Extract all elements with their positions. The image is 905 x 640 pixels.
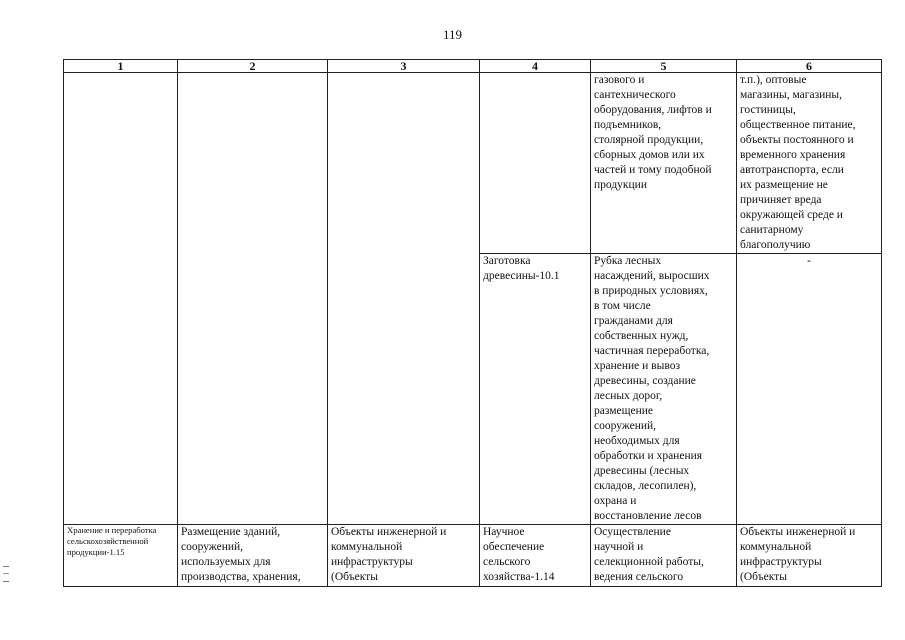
land-use-table (63, 59, 882, 587)
table-cell (737, 525, 882, 587)
table-cell (178, 73, 328, 525)
cell-text: Заготовка древесины-10.1 (483, 255, 560, 282)
cell-text: Объекты инженерной и коммунальной инфраструктуры (Объекты (331, 526, 447, 583)
table-cell (591, 525, 737, 587)
table-cell (480, 73, 591, 254)
table-cell (328, 525, 480, 587)
cell-text: газового и сантехнического оборудования, лифтов и подъемников, столярной продукции, сборных домов или их частей и тому подобной продукции (594, 74, 712, 191)
column-header-4: 4 (480, 60, 591, 73)
cell-text: т.п.), оптовые магазины, магазины, гостиницы, общественное питание, объекты постоянного и временного хранения автотранспорта, если их размещение не причиняет вреда окружающей среде и санитарному благополучию (740, 74, 856, 251)
page-number: 119 (442, 27, 463, 42)
cell-text: Хранение и переработка сельскохозяйственной продукции-1.15 (67, 525, 157, 557)
table-cell (328, 73, 480, 525)
cell-text: Размещение зданий, сооружений, используемых для производства, хранения, (181, 526, 301, 583)
table-cell (178, 525, 328, 587)
column-header-2: 2 (178, 60, 328, 73)
scan-margin-mark (3, 566, 9, 582)
table-cell (737, 73, 882, 254)
table-cell (64, 525, 178, 587)
table-row (64, 525, 882, 587)
table-row (64, 73, 882, 254)
cell-dash: - (807, 255, 811, 267)
column-header-1: 1 (64, 60, 178, 73)
table-cell (591, 254, 737, 525)
table-cell (480, 525, 591, 587)
cell-text: Рубка лесных насаждений, выросших в природных условиях, в том числе гражданами для собственных нужд, частичная переработка, хранение и вывоз древесины, создание лесных дорог, размещение сооружений, необходимых для обработки и хранения древесины (лесных складов, лесопилен), охрана и восстановление лесов (594, 255, 710, 522)
header-row (64, 60, 882, 73)
table-cell (480, 254, 591, 525)
cell-text: Научное обеспечение сельского хозяйства-1.14 (483, 526, 555, 583)
column-header-6: 6 (737, 60, 882, 73)
column-header-3: 3 (328, 60, 480, 73)
cell-text: Объекты инженерной и коммунальной инфраструктуры (Объекты (740, 526, 856, 583)
table-cell (737, 254, 882, 525)
column-header-5: 5 (591, 60, 737, 73)
cell-text: Осуществление научной и селекционной работы, ведения сельского (594, 526, 704, 583)
table-cell (591, 73, 737, 254)
table-cell (64, 73, 178, 525)
